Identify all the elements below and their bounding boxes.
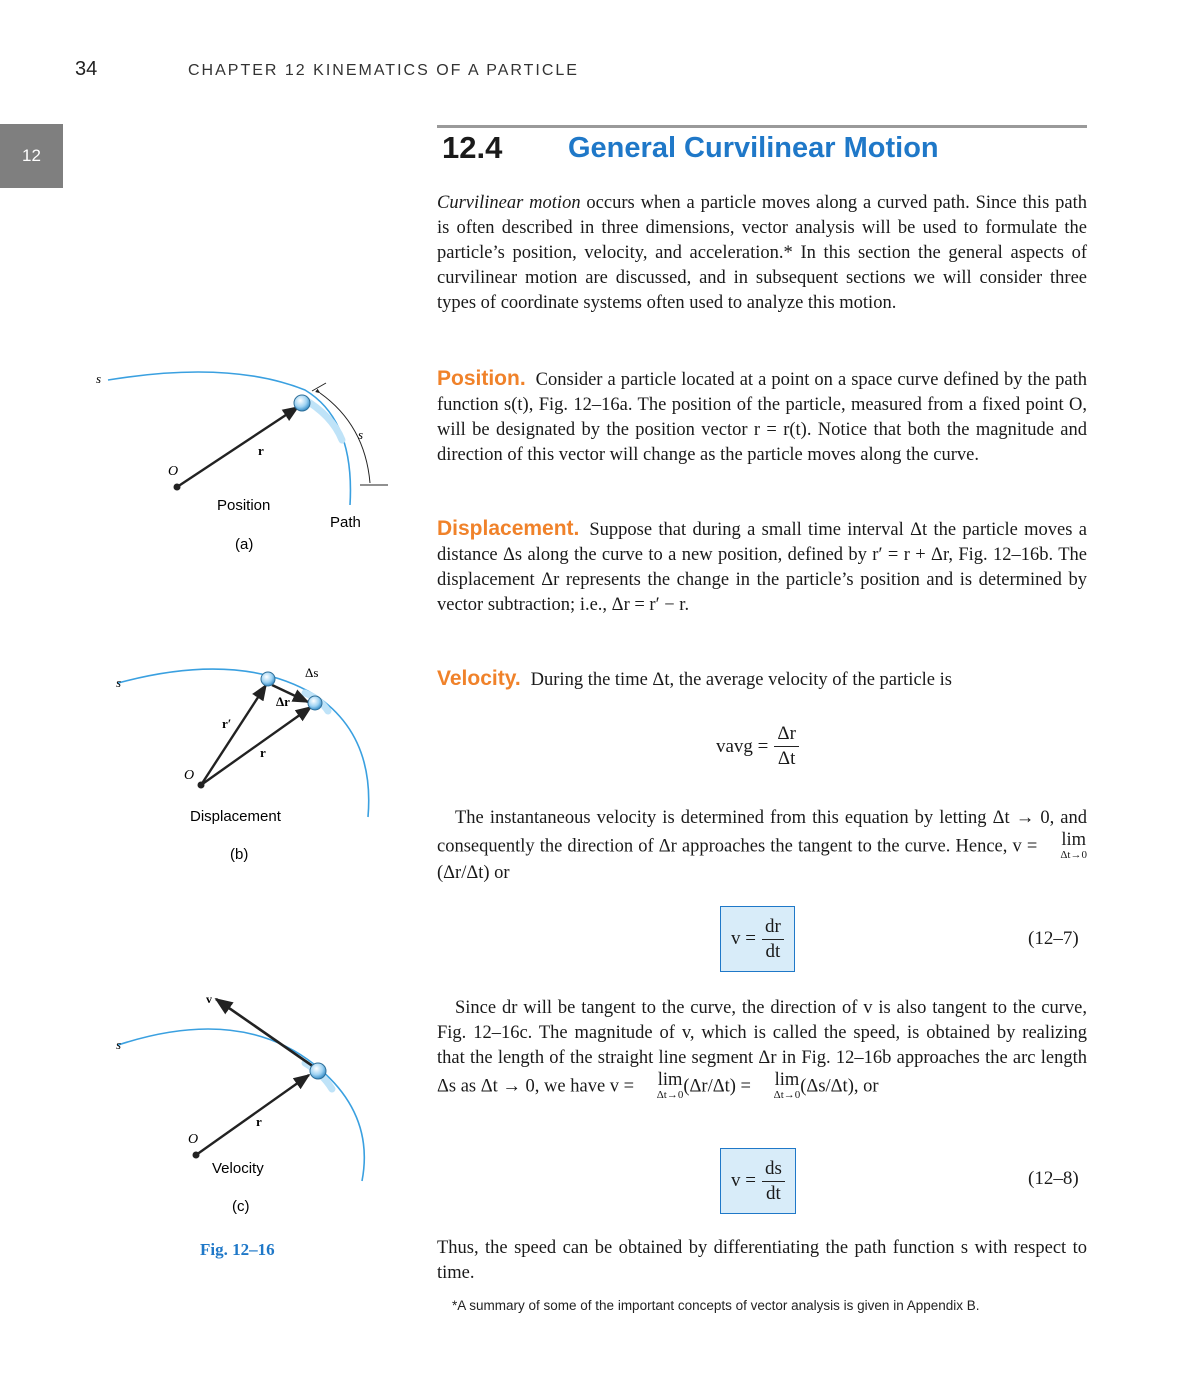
instantaneous-text-1: The instantaneous velocity is determined from this equation by letting Δt → 0, and consequently the direction of Δr approaches the tangent to the curve. Hence, v = <box>437 808 1087 857</box>
eq7-denominator: dt <box>765 940 781 962</box>
eq7-fraction <box>762 915 784 964</box>
figure-caption: Fig. 12–16 <box>200 1240 275 1259</box>
origin-dot-c <box>193 1152 200 1159</box>
limit-subscript-b: Δt→0 <box>773 1088 801 1101</box>
avg-velocity-fraction <box>774 722 799 771</box>
particle-start <box>261 672 275 686</box>
eq8-denominator: dt <box>766 1182 781 1204</box>
tag-c: (c) <box>232 1198 250 1215</box>
label-s-arc: s <box>358 427 364 442</box>
equation-12-7-box <box>720 906 795 972</box>
caption-position: Position <box>217 497 271 514</box>
position-heading: Position. <box>437 367 526 390</box>
r-vector-c <box>196 1075 309 1155</box>
label-delta-s: Δs <box>305 665 319 680</box>
avg-velocity-denominator: Δt <box>777 748 796 769</box>
limit-word: lim <box>1061 830 1087 850</box>
path-curve <box>108 372 350 505</box>
label-s-c: s <box>116 1037 122 1052</box>
r-prime-vector <box>201 685 266 785</box>
closing-paragraph: Thus, the speed can be obtained by differentiating the path function s with respect to time. <box>437 1238 1087 1283</box>
limit-subscript: Δt→0 <box>1060 848 1087 861</box>
displacement-paragraph <box>437 516 1087 618</box>
limit-subscript-a: Δt→0 <box>656 1088 684 1101</box>
section-number: 12.4 <box>442 130 503 165</box>
eq8-fraction <box>762 1157 785 1206</box>
intro-paragraph <box>437 191 1087 316</box>
velocity-paragraph <box>437 666 1087 693</box>
label-origin-b: O <box>184 768 195 783</box>
avg-velocity-lhs: vavg = <box>716 735 769 757</box>
label-origin-c: O <box>188 1132 199 1147</box>
equation-12-8-number: (12–8) <box>1028 1168 1079 1189</box>
label-r-c: r <box>256 1114 262 1129</box>
label-r-b: r <box>260 745 266 760</box>
limit-expression-b <box>756 1071 801 1101</box>
running-head: CHAPTER 12 KINEMATICS OF A PARTICLE <box>188 62 579 79</box>
chapter-tab <box>0 124 63 188</box>
instantaneous-text-2: (Δr/Δt) or <box>437 862 510 883</box>
path-curve-c <box>118 1029 364 1181</box>
velocity-heading: Velocity. <box>437 667 521 690</box>
label-origin: O <box>168 464 179 479</box>
label-path: Path <box>330 514 361 531</box>
chapter-tab-label: 12 <box>22 146 41 165</box>
eq7-numerator: dr <box>762 915 784 940</box>
origin-dot-b <box>198 782 205 789</box>
limit-expression-a <box>639 1071 684 1101</box>
label-r: r <box>258 443 264 458</box>
position-paragraph <box>437 366 1087 468</box>
page-number: 34 <box>75 58 98 80</box>
section-rule <box>437 125 1087 128</box>
label-delta-r: Δr <box>276 694 290 709</box>
figure-b-displacement <box>100 655 400 870</box>
dim-tick-top <box>312 383 326 391</box>
r-vector <box>201 707 311 785</box>
label-v: v <box>206 992 212 1006</box>
particle-end <box>308 696 322 710</box>
tangent-paragraph <box>437 996 1087 1101</box>
origin-dot <box>174 484 181 491</box>
equation-12-7-number: (12–7) <box>1028 928 1079 949</box>
velocity-text: During the time Δt, the average velocity of the particle is <box>530 670 952 690</box>
footnote: *A summary of some of the important concepts of vector analysis is given in Appendix B. <box>452 1298 980 1313</box>
path-curve-b <box>118 669 369 817</box>
label-s-b: s <box>116 675 122 690</box>
velocity-vector <box>216 999 314 1067</box>
tangent-text-2: (Δr/Δt) = <box>683 1076 756 1097</box>
figure-c-velocity <box>100 985 400 1225</box>
limit-word-b: lim <box>774 1070 800 1090</box>
position-text: Consider a particle located at a point on a space curve defined by the path function s(t), Fig. 12–16a. The position of the particle, measured from a fixed point O, will be designated by the position vector r = r(t). Notice that both the magnitude and direction of this vector will change as the particle moves along the curve. <box>437 370 1087 465</box>
particle-c <box>310 1063 326 1079</box>
intro-lead: Curvilinear motion <box>437 193 581 213</box>
caption-displacement: Displacement <box>190 808 281 825</box>
position-vector <box>177 407 298 487</box>
eq7-lhs: v = <box>731 928 756 949</box>
label-r-prime: r′ <box>222 716 232 731</box>
figure-a-position <box>80 355 410 555</box>
tangent-text-1: Since dr will be tangent to the curve, the direction of v is also tangent to the curve, Fig. 12–16c. The magnitude of v, which is called the speed, is obtained by realizing that the length of the straight line segment Δr in Fig. 12–16b approaches the arc length Δs as Δt → 0, we have v = <box>437 998 1087 1097</box>
displacement-heading: Displacement. <box>437 517 580 540</box>
caption-velocity: Velocity <box>212 1160 264 1177</box>
label-s-curve: s <box>96 371 102 386</box>
tag-b: (b) <box>230 846 249 863</box>
tangent-text-3: (Δs/Δt), or <box>800 1076 879 1097</box>
avg-velocity-equation <box>716 722 799 771</box>
limit-word-a: lim <box>657 1070 683 1090</box>
avg-velocity-numerator: Δr <box>774 722 799 747</box>
equation-12-8-box <box>720 1148 796 1214</box>
particle <box>294 395 310 411</box>
limit-expression <box>1042 831 1087 861</box>
intro-text: occurs when a particle moves along a curved path. Since this path is often described in three dimensions, vector analysis will be used to formulate the particle’s position, velocity, and acceleration.* In this section the general aspects of curvilinear motion are discussed, and in subsequent sections we will consider three types of coordinate systems often used to analyze this motion. <box>437 193 1087 313</box>
eq8-numerator: ds <box>762 1157 785 1182</box>
tag-a: (a) <box>235 536 254 553</box>
instantaneous-paragraph <box>437 806 1087 886</box>
section-title: General Curvilinear Motion <box>568 132 939 164</box>
displacement-text: Suppose that during a small time interval Δt the particle moves a distance Δs along the curve to a new position, defined by r′ = r + Δr, Fig. 12–16b. The displacement Δr represents the change in the particle’s position and is determined by vector subtraction; i.e., Δr = r′ − r. <box>437 520 1087 615</box>
eq8-lhs: v = <box>731 1170 756 1191</box>
